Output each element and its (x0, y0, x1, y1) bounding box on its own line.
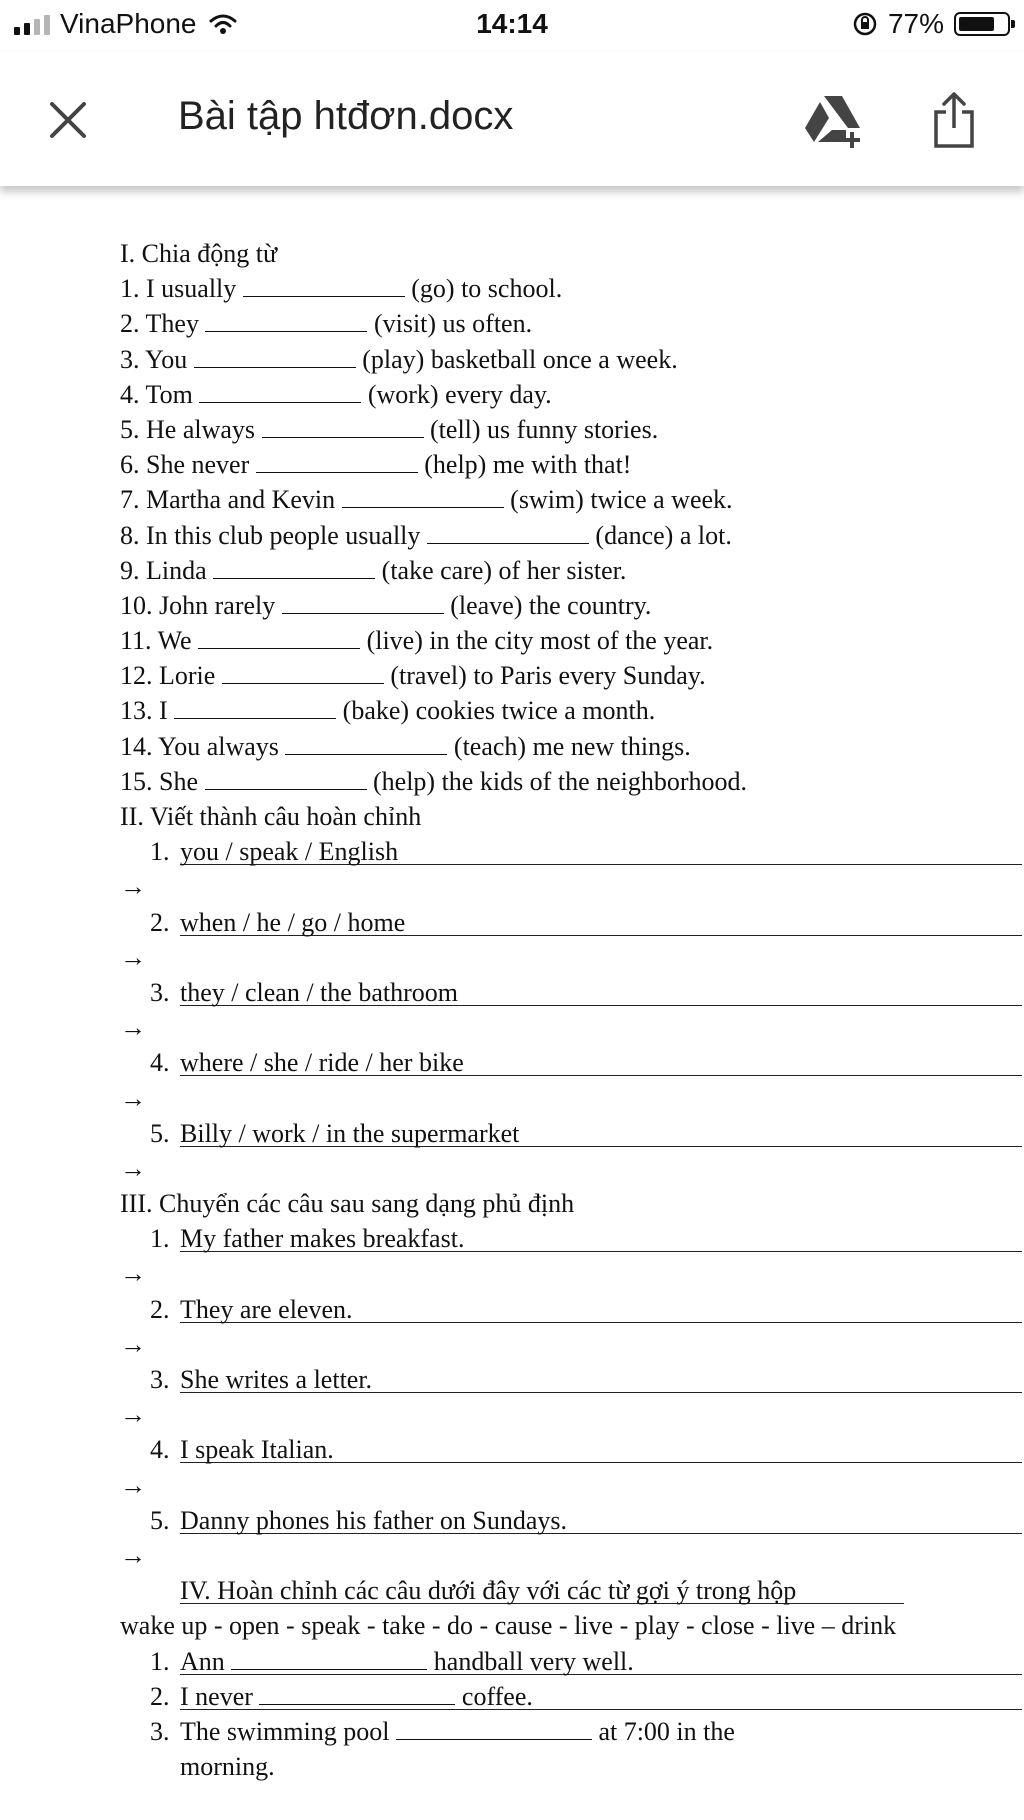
item-number: 2. (120, 309, 140, 339)
answer-blank[interactable] (205, 309, 367, 332)
answer-arrow[interactable]: → (120, 1329, 146, 1359)
item-text-before: I usually (146, 274, 237, 304)
section-3-title: III. Chuyển các câu sau sang dạng phủ định (120, 1189, 575, 1219)
section-1-title: I. Chia động từ (120, 239, 278, 268)
section-2-list (120, 834, 920, 1186)
item-number: 4. (150, 1435, 170, 1465)
item-number: 3. (120, 344, 140, 374)
battery-fill (959, 17, 994, 31)
answer-arrow[interactable]: → (120, 1083, 146, 1113)
item-text-after: (help) the kids of the neighborhood. (373, 766, 748, 796)
exercise-1-item (120, 553, 920, 588)
item-text-after: (take care) of her sister. (381, 555, 627, 585)
item-number: 5. (150, 1118, 170, 1148)
answer-blank[interactable] (231, 1647, 427, 1670)
ruled-line (180, 1432, 1022, 1463)
item-text-after: (go) to school. (411, 274, 563, 304)
item-number: 4. (120, 379, 140, 409)
exercise-1-item (120, 412, 920, 447)
item-number: 13. (120, 696, 153, 726)
item-text-after: (travel) to Paris every Sunday. (390, 661, 706, 691)
item-text-after: (tell) us funny stories. (430, 414, 659, 444)
ruled-line (180, 834, 1022, 865)
answer-blank[interactable] (174, 696, 336, 719)
section-4-list (120, 1644, 920, 1750)
item-text-before: Linda (146, 555, 207, 585)
exercise-3-item (120, 1432, 920, 1467)
carrier-name: VinaPhone (60, 8, 197, 39)
exercise-4-item (120, 1644, 920, 1679)
exercise-1-item (120, 271, 920, 306)
item-text-before: She (159, 766, 198, 796)
exercise-1-item (120, 518, 920, 553)
item-number: 1. (150, 837, 170, 867)
item-number: 6. (120, 450, 140, 480)
item-text-before: In this club people usually (146, 520, 421, 550)
item-number: 4. (150, 1048, 170, 1078)
section-3-list (120, 1221, 920, 1573)
item-text-before: The swimming pool (180, 1716, 390, 1746)
item-text-before: He always (146, 414, 256, 444)
item-text: They are eleven. (180, 1294, 353, 1324)
item-text: My father makes breakfast. (180, 1224, 465, 1254)
item-text-before: They (145, 309, 199, 339)
answer-blank[interactable] (396, 1717, 592, 1740)
exercise-2-item (120, 975, 920, 1010)
exercise-1-item (120, 447, 920, 482)
item-text-before: She never (146, 450, 250, 480)
item-text: I speak Italian. (180, 1435, 334, 1465)
exercise-1-item (120, 306, 920, 341)
item-text-before: Lorie (159, 661, 216, 691)
section-4-title-line (120, 1573, 920, 1608)
section-4-title-ruled (180, 1573, 904, 1604)
item-text-after: coffee. (461, 1681, 533, 1711)
item-number: 2. (150, 1294, 170, 1324)
battery-icon (954, 12, 1010, 36)
item-number: 1. (150, 1224, 170, 1254)
exercise-4-item (120, 1679, 920, 1714)
item-number: 3. (150, 1365, 170, 1394)
answer-arrow[interactable]: → (120, 1153, 146, 1183)
exercise-2-item (120, 1045, 920, 1080)
ruled-line (180, 1221, 1022, 1252)
answer-blank[interactable] (285, 732, 447, 755)
item-text: when / he / go / home (180, 907, 406, 937)
rotation-lock-icon (852, 11, 878, 37)
item-number: 15. (120, 766, 153, 796)
item-text-after: at 7:00 in the (598, 1716, 735, 1746)
item-text: Danny phones his father on Sundays. (180, 1505, 568, 1535)
word-box: wake up - open - speak - take - do - cause - live - play - close - live – drink (120, 1611, 897, 1641)
item-number: 3. (150, 1716, 170, 1746)
ruled-line (180, 1116, 1022, 1147)
answer-blank[interactable] (282, 591, 444, 614)
ruled-line (180, 975, 1022, 1006)
item-number: 8. (120, 520, 140, 550)
item-text-after: (play) basketball once a week. (362, 344, 678, 374)
item-text-after: (work) every day. (367, 379, 552, 409)
exercise-1-item (120, 693, 920, 728)
exercise-1-item (120, 377, 920, 412)
exercise-3-item (120, 1292, 920, 1327)
close-button[interactable] (40, 92, 96, 148)
item-number: 7. (120, 485, 140, 515)
document-body (120, 236, 920, 1784)
ruled-line (180, 905, 1022, 936)
item-text-after: (bake) cookies twice a month. (342, 696, 656, 726)
item-text-before: John rarely (159, 590, 276, 620)
answer-blank[interactable] (205, 767, 367, 790)
share-button[interactable] (926, 88, 982, 152)
exercise-1-item (120, 658, 920, 693)
item-number: 1. (120, 274, 140, 304)
exercise-4-item (120, 1714, 920, 1749)
answer-blank[interactable] (256, 450, 418, 473)
section-4-title: IV. Hoàn chỉnh các câu dưới đây với các từ gợi ý trong hộp (180, 1576, 797, 1606)
item-text-before: I (159, 696, 168, 726)
item-text-after: (visit) us often. (373, 309, 533, 339)
answer-arrow[interactable]: → (120, 1400, 146, 1430)
item-text: where / she / ride / her bike (180, 1048, 464, 1078)
answer-arrow[interactable]: → (120, 872, 146, 902)
item-number: 11. (120, 626, 152, 656)
ruled-line (180, 1292, 1022, 1323)
ruled-line (180, 1679, 1022, 1710)
exercise-1-item (120, 764, 920, 799)
item-number: 2. (150, 1681, 170, 1711)
answer-blank[interactable] (213, 556, 375, 579)
answer-blank[interactable] (342, 485, 504, 508)
item-text-before: Martha and Kevin (146, 485, 336, 515)
exercise-3-item (120, 1503, 920, 1538)
item-number: 1. (150, 1646, 170, 1676)
item-number: 3. (150, 977, 170, 1007)
exercise-1-item (120, 342, 920, 377)
item-text-after: (teach) me new things. (453, 731, 691, 761)
item-number: 5. (150, 1505, 170, 1535)
item-number: 12. (120, 661, 153, 691)
section-4-continuation: morning. (180, 1752, 275, 1782)
add-to-drive-button[interactable] (802, 92, 866, 148)
section-1-list (120, 271, 920, 799)
item-text-before: I never (180, 1681, 253, 1711)
item-text: you / speak / English (180, 837, 399, 867)
answer-blank[interactable] (427, 521, 589, 544)
answer-blank[interactable] (243, 274, 405, 297)
item-number: 2. (150, 907, 170, 937)
item-text-after: handball very well. (433, 1646, 634, 1676)
document-title: Bài tập htđơn.docx (178, 94, 514, 138)
answer-blank[interactable] (259, 1682, 455, 1705)
answer-blank[interactable] (262, 415, 424, 438)
answer-arrow[interactable]: → (120, 1540, 146, 1570)
answer-arrow[interactable]: → (120, 1013, 146, 1043)
ruled-line (180, 1644, 1022, 1675)
status-bar (0, 0, 1024, 52)
exercise-1-item (120, 729, 920, 764)
item-number: 9. (120, 555, 140, 585)
answer-blank[interactable] (199, 380, 361, 403)
status-right (852, 8, 1010, 40)
item-number: 10. (120, 590, 153, 620)
item-text: they / clean / the bathroom (180, 977, 458, 1007)
answer-blank[interactable] (222, 661, 384, 684)
item-text-after: (leave) the country. (450, 590, 652, 620)
exercise-1-item (120, 623, 920, 658)
exercise-3-item (120, 1221, 920, 1256)
ruled-line (180, 1045, 1022, 1076)
ruled-line (180, 1362, 1022, 1393)
item-text-before: You always (158, 731, 279, 761)
item-text-after: (live) in the city most of the year. (366, 626, 714, 656)
item-text: She writes a letter. (180, 1365, 373, 1394)
item-number: 5. (120, 414, 140, 444)
section-2-title: II. Viết thành câu hoàn chỉnh (120, 802, 422, 831)
exercise-2-item (120, 905, 920, 940)
exercise-1-item (120, 588, 920, 623)
answer-arrow[interactable]: → (120, 942, 146, 972)
app-header (0, 52, 1024, 186)
item-text-before: Tom (145, 379, 193, 409)
ruled-line (180, 1503, 1022, 1534)
item-text-after: (swim) twice a week. (510, 485, 733, 515)
exercise-1-item (120, 482, 920, 517)
battery-percent: 77% (887, 8, 944, 39)
item-text-before: We (157, 626, 192, 656)
answer-blank[interactable] (194, 345, 356, 368)
answer-arrow[interactable]: → (120, 1259, 146, 1289)
item-number: 14. (120, 731, 153, 761)
answer-arrow[interactable]: → (120, 1470, 146, 1500)
exercise-3-item (120, 1362, 920, 1397)
exercise-2-item (120, 834, 920, 869)
item-text: Billy / work / in the supermarket (180, 1118, 520, 1148)
status-time: 14:14 (476, 8, 548, 39)
ruled-line (180, 1714, 1022, 1745)
item-text-after: (dance) a lot. (595, 520, 732, 550)
close-icon (40, 92, 96, 148)
share-icon (926, 88, 982, 152)
answer-blank[interactable] (198, 626, 360, 649)
exercise-2-item (120, 1116, 920, 1151)
drive-add-icon (802, 92, 866, 148)
item-text-after: (help) me with that! (424, 450, 632, 480)
item-text-before: Ann (180, 1646, 225, 1676)
item-text-before: You (145, 344, 188, 374)
